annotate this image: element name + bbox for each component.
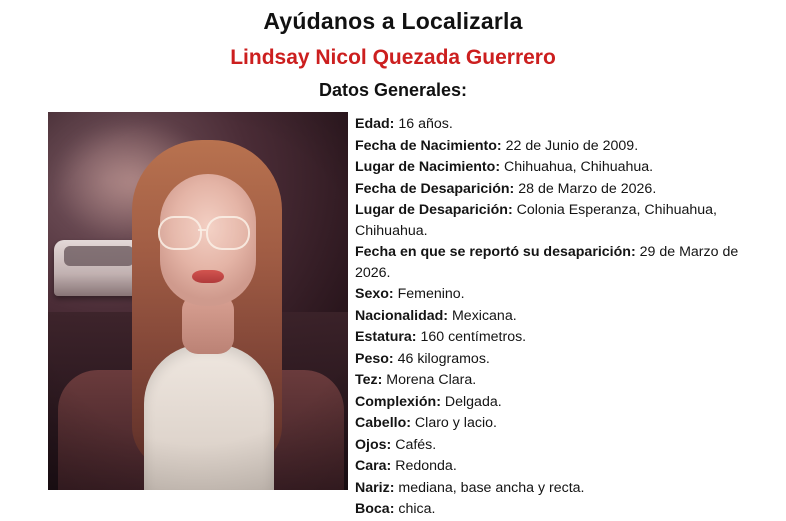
detail-row (355, 157, 768, 178)
photo-column (0, 112, 355, 490)
detail-row (355, 413, 768, 434)
detail-label: Complexión: (355, 393, 441, 410)
detail-value: 29 de Marzo de 2026. (355, 244, 739, 281)
detail-label: Cabello: (355, 415, 411, 431)
poster-body (0, 112, 786, 521)
detail-value: Femenino. (397, 286, 465, 302)
person-photo (48, 112, 348, 490)
detail-row (355, 327, 768, 348)
detail-value: Delgada. (444, 393, 502, 410)
detail-value: 28 de Marzo de 2026. (518, 180, 657, 197)
detail-row (355, 435, 768, 456)
detail-label: Lugar de Nacimiento: (355, 159, 501, 175)
detail-value: Colonia Esperanza, Chihuahua, Chihuahua. (355, 202, 717, 239)
detail-label: Estatura: (355, 329, 417, 345)
general-data-list (355, 112, 786, 521)
detail-value: Mexicana. (451, 307, 517, 324)
person-name: Lindsay Nicol Quezada Guerrero (230, 45, 556, 69)
detail-value: Claro y lacio. (414, 415, 497, 431)
detail-row (355, 200, 768, 241)
detail-row (355, 349, 768, 370)
detail-label: Fecha de Desaparición: (355, 180, 515, 197)
detail-value: 16 años. (398, 116, 453, 132)
detail-row (355, 114, 768, 135)
detail-row (355, 478, 768, 499)
detail-label: Peso: (355, 350, 394, 367)
detail-label: Lugar de Desaparición: (355, 202, 513, 218)
detail-value: Redonda. (395, 458, 457, 474)
detail-row (355, 370, 768, 391)
poster-header (0, 0, 786, 101)
photo-vignette (48, 112, 348, 490)
detail-row (355, 456, 768, 477)
detail-value: 22 de Junio de 2009. (505, 137, 639, 154)
detail-row (355, 179, 768, 200)
detail-label: Ojos: (355, 436, 392, 453)
detail-value: 160 centímetros. (420, 329, 527, 345)
detail-value: 46 kilogramos. (397, 350, 490, 367)
detail-label: Boca: (355, 501, 395, 517)
detail-row (355, 284, 768, 305)
detail-label: Cara: (355, 458, 392, 474)
detail-label: Tez: (355, 372, 383, 388)
detail-row (355, 242, 768, 283)
detail-label: Nariz: (355, 479, 395, 496)
detail-value: chica. (398, 501, 436, 517)
detail-row (355, 499, 768, 520)
section-heading-general-data: Datos Generales: (318, 79, 468, 100)
detail-row (355, 306, 768, 327)
detail-label: Fecha de Nacimiento: (355, 137, 502, 154)
detail-value: Chihuahua, Chihuahua. (504, 159, 654, 175)
detail-row (355, 392, 768, 413)
detail-value: Cafés. (395, 436, 437, 453)
page-title: Ayúdanos a Localizarla (263, 8, 523, 34)
detail-label: Edad: (355, 116, 395, 132)
detail-value: Morena Clara. (386, 372, 477, 388)
detail-row (355, 136, 768, 157)
detail-label: Nacionalidad: (355, 307, 449, 324)
detail-label: Fecha en que se reportó su desaparición: (355, 244, 636, 260)
detail-label: Sexo: (355, 286, 394, 302)
detail-value: mediana, base ancha y recta. (398, 479, 585, 496)
